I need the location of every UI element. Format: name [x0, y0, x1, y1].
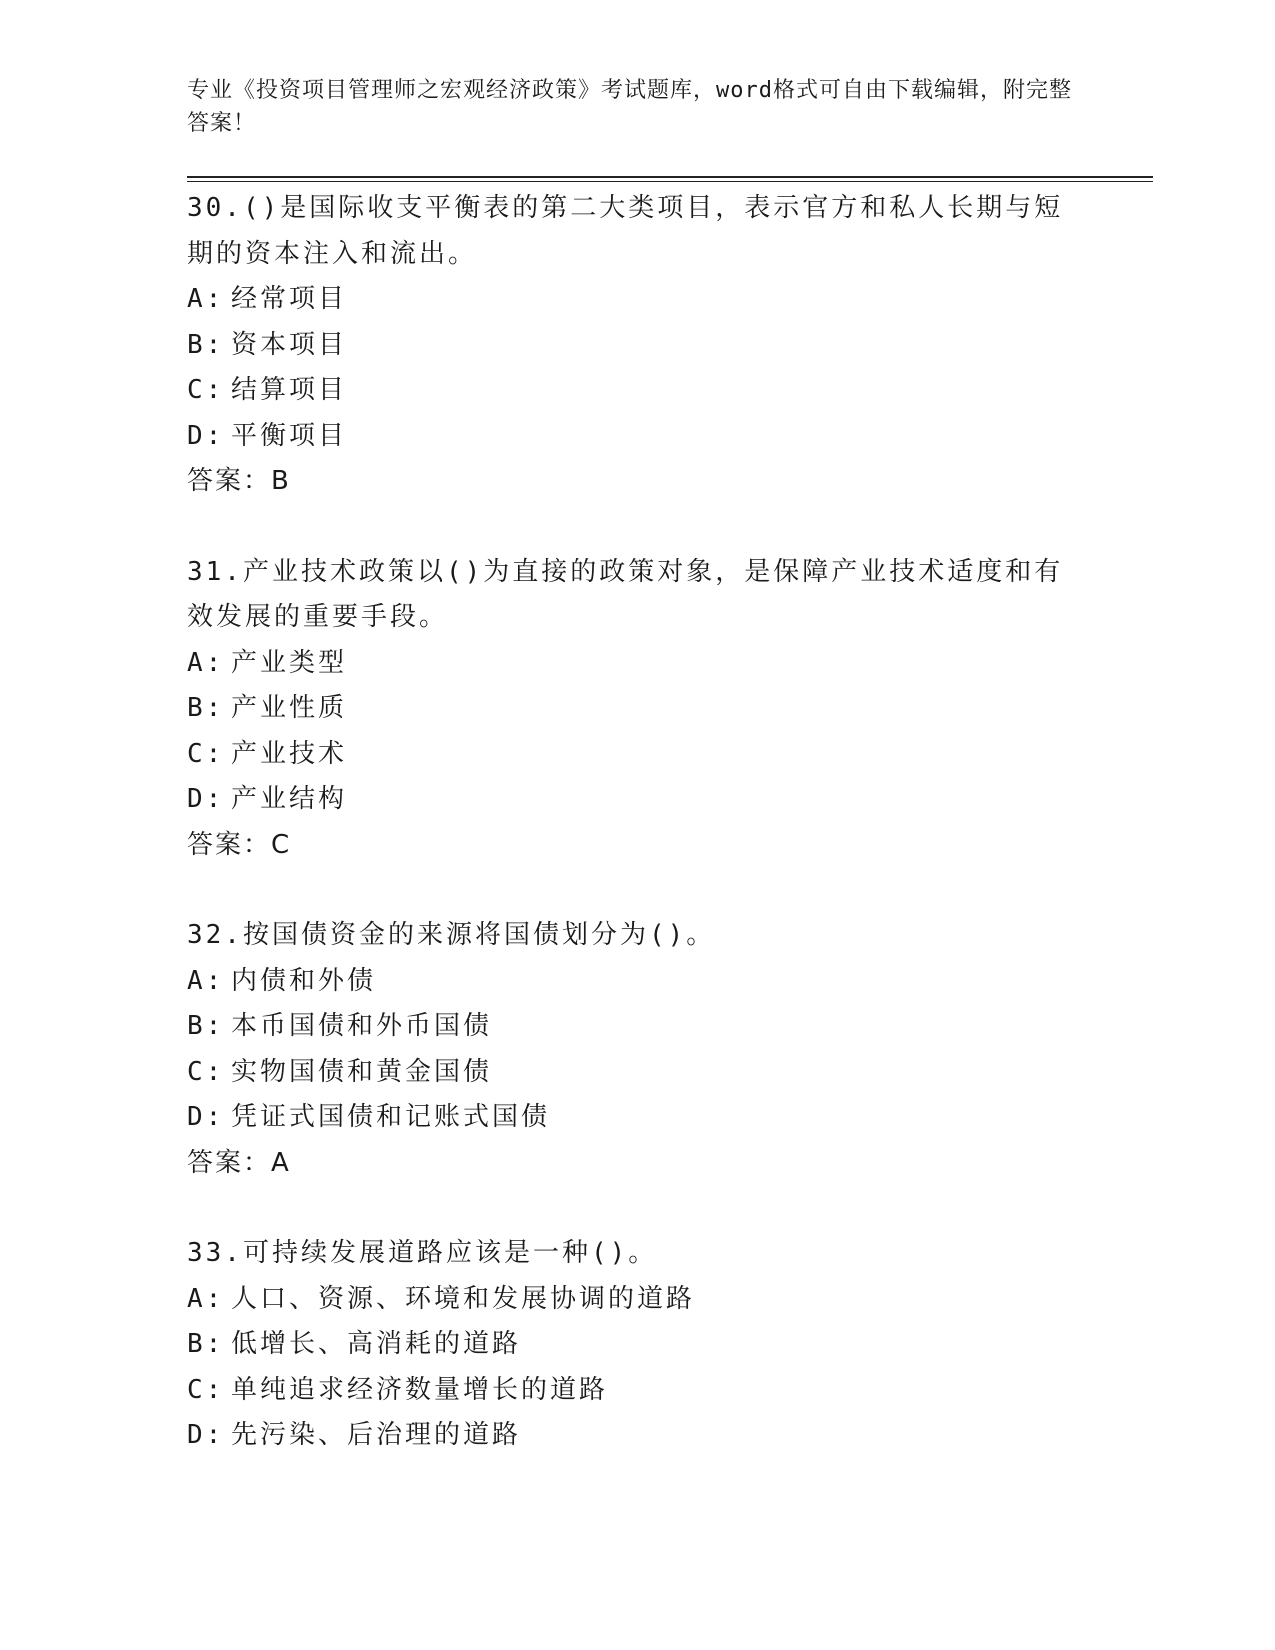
- option-a: [187, 1277, 1087, 1323]
- option-text: 单纯追求经济数量增长的道路: [231, 1374, 609, 1405]
- option-text: 产业结构: [231, 784, 348, 814]
- option-text: 产业性质: [231, 693, 348, 723]
- option-text: 资本项目: [231, 329, 348, 360]
- option-b: [187, 323, 1087, 369]
- option-letter: C:: [187, 1056, 225, 1087]
- option-letter: C:: [187, 738, 225, 769]
- question-item: [187, 186, 1087, 505]
- answer-line: 答案：C: [187, 829, 292, 860]
- option-letter: D:: [187, 784, 225, 814]
- question-item: [187, 913, 1087, 1186]
- option-letter: B:: [187, 329, 225, 360]
- option-letter: B:: [187, 1011, 225, 1041]
- question-list: [187, 186, 1087, 1504]
- option-c: [187, 732, 1087, 778]
- option-letter: B:: [187, 1329, 225, 1359]
- option-d: [187, 1413, 1087, 1459]
- option-d: [187, 1095, 1087, 1141]
- option-letter: A:: [187, 284, 225, 314]
- header-divider: [187, 176, 1153, 182]
- option-letter: A:: [187, 965, 225, 996]
- question-stem: 31.产业技术政策以()为直接的政策对象，是保障产业技术适度和有效发展的重要手段。: [187, 556, 1064, 632]
- answer-line: 答案：B: [187, 466, 291, 496]
- option-text: 结算项目: [231, 375, 348, 405]
- option-text: 内债和外债: [231, 965, 377, 996]
- option-text: 产业技术: [231, 738, 348, 769]
- document-intro: 专业《投资项目管理师之宏观经济政策》考试题库，word格式可自由下载编辑，附完整答案！: [187, 78, 1072, 136]
- option-text: 凭证式国债和记账式国债: [231, 1102, 551, 1132]
- option-text: 人口、资源、环境和发展协调的道路: [231, 1283, 696, 1314]
- option-d: [187, 777, 1087, 823]
- option-c: [187, 1050, 1087, 1096]
- option-text: 实物国债和黄金国债: [231, 1056, 493, 1087]
- option-text: 低增长、高消耗的道路: [231, 1329, 522, 1359]
- option-letter: D:: [187, 1102, 225, 1132]
- option-b: [187, 686, 1087, 732]
- option-c: [187, 368, 1087, 414]
- question-item: [187, 1231, 1087, 1459]
- answer-line: 答案：A: [187, 1147, 291, 1178]
- option-text: 平衡项目: [231, 420, 348, 451]
- option-letter: D:: [187, 1420, 225, 1450]
- option-text: 经常项目: [231, 284, 348, 314]
- option-a: [187, 277, 1087, 323]
- option-letter: B:: [187, 693, 225, 723]
- question-stem: 32.按国债资金的来源将国债划分为()。: [187, 920, 716, 950]
- option-text: 先污染、后治理的道路: [231, 1420, 522, 1450]
- question-stem: 30.()是国际收支平衡表的第二大类项目，表示官方和私人长期与短期的资本注入和流出。: [187, 193, 1064, 269]
- option-a: [187, 959, 1087, 1005]
- option-d: [187, 414, 1087, 460]
- option-a: [187, 641, 1087, 687]
- question-item: [187, 550, 1087, 869]
- option-letter: A:: [187, 1283, 225, 1314]
- option-c: [187, 1368, 1087, 1414]
- option-letter: D:: [187, 420, 225, 451]
- option-b: [187, 1004, 1087, 1050]
- option-letter: C:: [187, 1374, 225, 1405]
- option-b: [187, 1322, 1087, 1368]
- option-letter: A:: [187, 647, 225, 678]
- option-text: 产业类型: [231, 647, 348, 678]
- option-text: 本币国债和外币国债: [231, 1011, 493, 1041]
- question-stem: 33.可持续发展道路应该是一种()。: [187, 1238, 658, 1268]
- option-letter: C:: [187, 375, 225, 405]
